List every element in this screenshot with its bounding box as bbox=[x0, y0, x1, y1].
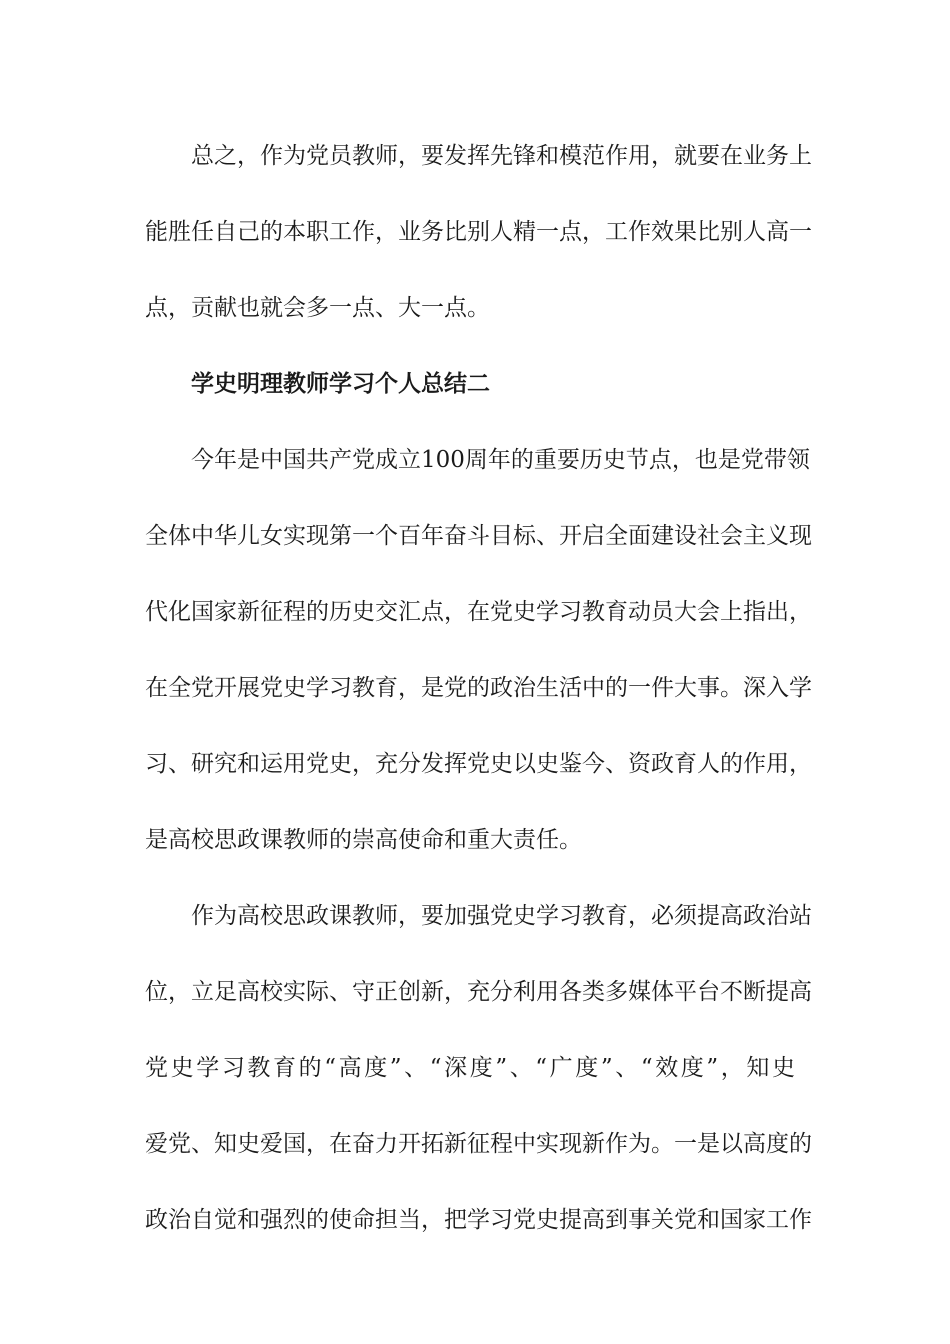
paragraph-2-line-5: 习、研究和运用党史，充分发挥党史以史鉴今、资政育人的作用， bbox=[145, 751, 812, 777]
paragraph-3-line-5: 政治自觉和强烈的使命担当，把学习党史提高到事关党和国家工作 bbox=[145, 1207, 812, 1233]
paragraph-1-line-2: 能胜任自己的本职工作，业务比别人精一点，工作效果比别人高一 bbox=[145, 219, 812, 245]
paragraph-3-line-3: 党史学习教育的“高度”、“深度”、“广度”、“效度”，知史 bbox=[145, 1055, 795, 1081]
paragraph-3-line-1: 作为高校思政课教师，要加强党史学习教育，必须提高政治站 bbox=[191, 903, 812, 929]
paragraph-3-line-2: 位，立足高校实际、守正创新，充分利用各类多媒体平台不断提高 bbox=[145, 979, 812, 1005]
document-page bbox=[145, 118, 812, 1258]
paragraph-2-line-6: 是高校思政课教师的崇高使命和重大责任。 bbox=[145, 827, 582, 853]
paragraph-2-line-3: 代化国家新征程的历史交汇点，在党史学习教育动员大会上指出， bbox=[145, 599, 812, 625]
paragraph-2-line-4: 在全党开展党史学习教育，是党的政治生活中的一件大事。深入学 bbox=[145, 675, 812, 701]
paragraph-1-line-1: 总之，作为党员教师，要发挥先锋和模范作用，就要在业务上 bbox=[191, 143, 812, 169]
paragraph-2-line-1: 今年是中国共产党成立100周年的重要历史节点，也是党带领 bbox=[191, 447, 810, 473]
paragraph-2-line-2: 全体中华儿女实现第一个百年奋斗目标、开启全面建设社会主义现 bbox=[145, 523, 812, 549]
paragraph-3-line-4: 爱党、知史爱国，在奋力开拓新征程中实现新作为。一是以高度的 bbox=[145, 1131, 812, 1157]
paragraph-1-line-3: 点，贡献也就会多一点、大一点。 bbox=[145, 295, 490, 321]
section-heading: 学史明理教师学习个人总结二 bbox=[191, 370, 490, 397]
